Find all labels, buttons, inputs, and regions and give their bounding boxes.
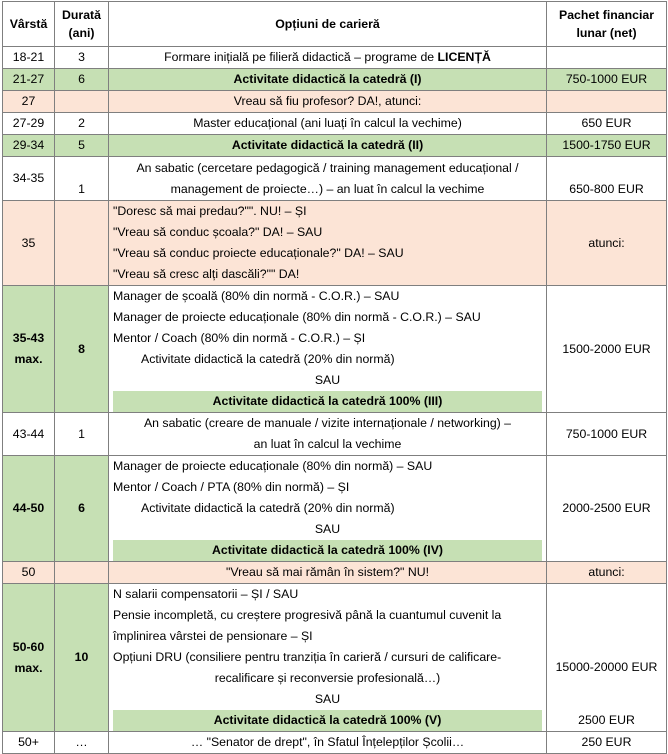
- header-row: [3, 2, 667, 47]
- option-cell: Activitate didactică la catedră (I): [109, 69, 547, 91]
- table-row: [3, 69, 667, 91]
- age-cell: 35: [3, 201, 55, 286]
- option-line: Mentor / Coach (80% din normă - C.O.R.) – ȘI: [113, 331, 366, 345]
- age-cell: 44-50: [3, 456, 55, 562]
- duration-cell: 3: [55, 47, 109, 69]
- pay-cell: [547, 47, 667, 69]
- option-line: Pensie incompletă, cu creștere progresivă până la cuantumul cuvenit la: [113, 608, 502, 622]
- option-cell: "Vreau să mai rămân în sistem?" NU!: [109, 562, 547, 584]
- age-cell: 50+: [3, 732, 55, 754]
- option-cell: [109, 286, 547, 413]
- option-line: împlinirea vârstei de pensionare – ȘI: [113, 629, 313, 643]
- pay-cell: 2000-2500 EUR: [547, 456, 667, 562]
- option-line-highlight: Activitate didactică la catedră 100% (V): [113, 710, 542, 731]
- duration-cell: 5: [55, 135, 109, 157]
- option-line: Manager de proiecte educaționale (80% din normă - C.O.R.) – SAU: [113, 310, 481, 324]
- age-line: 35-43: [12, 331, 45, 345]
- table-row: [3, 91, 667, 113]
- option-bold-text: LICENȚĂ: [437, 50, 491, 64]
- pay-cell: 1500-1750 EUR: [547, 135, 667, 157]
- option-line: Manager de proiecte educaționale (80% din normă) – SAU: [113, 459, 433, 473]
- table-row: [3, 286, 667, 413]
- age-cell: 34-35: [3, 157, 55, 201]
- table-row: [3, 47, 667, 69]
- option-line: Activitate didactică la catedră (20% din normă): [141, 501, 395, 515]
- pay-cell: [547, 584, 667, 732]
- option-line-highlight: Activitate didactică la catedră 100% (IV): [113, 540, 542, 561]
- option-line: Mentor / Coach / PTA (80% din normă) – ȘI: [113, 480, 350, 494]
- option-cell: [109, 47, 547, 69]
- option-line: "Doresc să mai predau?"". NU! – ȘI: [113, 204, 307, 218]
- option-cell: [109, 157, 547, 201]
- age-cell: 29-34: [3, 135, 55, 157]
- table-row: [3, 562, 667, 584]
- option-cell: [109, 201, 547, 286]
- option-line: SAU: [314, 373, 341, 387]
- header-options: Opțiuni de carieră: [109, 2, 547, 47]
- pay-cell: atunci:: [547, 562, 667, 584]
- option-line: "Vreau să conduc proiecte educaționale?" DA! – SAU: [113, 246, 404, 260]
- option-line: management de proiecte…) – an luat în calcul la vechime: [170, 181, 485, 196]
- pay-cell: 250 EUR: [547, 732, 667, 754]
- pay-cell: atunci:: [547, 201, 667, 286]
- option-line-highlight: Activitate didactică la catedră 100% (III): [113, 391, 542, 412]
- table-row: [3, 456, 667, 562]
- pay-cell: [547, 91, 667, 113]
- header-duration-line1: Durată: [62, 8, 101, 22]
- option-line: Activitate didactică la catedră (20% din normă): [141, 352, 395, 366]
- pay-cell: 650 EUR: [547, 113, 667, 135]
- table-row: [3, 135, 667, 157]
- pay-cell: 650-800 EUR: [547, 157, 667, 201]
- table-row: [3, 113, 667, 135]
- table-row: [3, 201, 667, 286]
- age-cell: 50: [3, 562, 55, 584]
- age-cell: 18-21: [3, 47, 55, 69]
- option-line: An sabatic (creare de manuale / vizite internaționale / networking) –: [143, 416, 512, 430]
- option-line: recalificare și reconversie profesională…): [214, 671, 441, 685]
- duration-cell: 6: [55, 456, 109, 562]
- table-row: [3, 732, 667, 754]
- table-row: [3, 413, 667, 456]
- option-line: "Vreau să cresc alți dascăli?"" DA!: [113, 267, 300, 281]
- header-duration: [55, 2, 109, 47]
- option-cell: Master educațional (ani luați în calcul la vechime): [109, 113, 547, 135]
- option-cell: [109, 456, 547, 562]
- pay-cell: 750-1000 EUR: [547, 69, 667, 91]
- option-line: N salarii compensatorii – ȘI / SAU: [113, 587, 299, 601]
- table-row: [3, 157, 667, 201]
- option-cell: Vreau să fiu profesor? DA!, atunci:: [109, 91, 547, 113]
- header-pay-line2: lunar (net): [576, 26, 637, 40]
- duration-cell: 1: [55, 157, 109, 201]
- pay-cell: 750-1000 EUR: [547, 413, 667, 456]
- option-line: Manager de școală (80% din normă - C.O.R.) – SAU: [113, 289, 400, 303]
- age-cell: 27-29: [3, 113, 55, 135]
- header-pay: [547, 2, 667, 47]
- option-cell: [109, 413, 547, 456]
- career-table: [2, 1, 667, 754]
- header-duration-line2: (ani): [68, 26, 95, 40]
- option-line: "Vreau să conduc școala?" DA! – SAU: [113, 225, 323, 239]
- option-cell: … "Senator de drept", în Sfatul Înțelepților Școlii…: [109, 732, 547, 754]
- age-line: max.: [14, 660, 43, 675]
- duration-cell: [55, 562, 109, 584]
- pay-line: 2500 EUR: [578, 713, 635, 727]
- age-cell: 43-44: [3, 413, 55, 456]
- pay-line: 15000-20000 EUR: [555, 660, 658, 674]
- duration-cell: 6: [55, 69, 109, 91]
- duration-cell: [55, 91, 109, 113]
- age-cell: 27: [3, 91, 55, 113]
- option-line: an luat în calcul la vechime: [253, 437, 402, 451]
- option-text: Formare inițială pe filieră didactică – programe de: [164, 50, 438, 64]
- duration-cell: 10: [55, 584, 109, 732]
- option-line: An sabatic (cercetare pedagogică / training management educațional /: [136, 160, 519, 175]
- age-line: 50-60: [12, 639, 45, 654]
- option-cell: Activitate didactică la catedră (II): [109, 135, 547, 157]
- header-age: Vârstă: [3, 2, 55, 47]
- age-line: max.: [14, 352, 43, 366]
- option-line: SAU: [314, 692, 341, 706]
- pay-cell: 1500-2000 EUR: [547, 286, 667, 413]
- duration-cell: [55, 201, 109, 286]
- age-cell: 21-27: [3, 69, 55, 91]
- duration-cell: …: [55, 732, 109, 754]
- option-line: Opțiuni DRU (consiliere pentru tranziția în carieră / cursuri de calificare-: [113, 650, 502, 664]
- header-pay-line1: Pachet financiar: [559, 8, 654, 22]
- age-cell: [3, 286, 55, 413]
- duration-cell: 2: [55, 113, 109, 135]
- duration-cell: 8: [55, 286, 109, 413]
- table-row: [3, 584, 667, 732]
- option-line: SAU: [314, 522, 341, 536]
- age-cell: [3, 584, 55, 732]
- duration-cell: 1: [55, 413, 109, 456]
- option-cell: [109, 584, 547, 732]
